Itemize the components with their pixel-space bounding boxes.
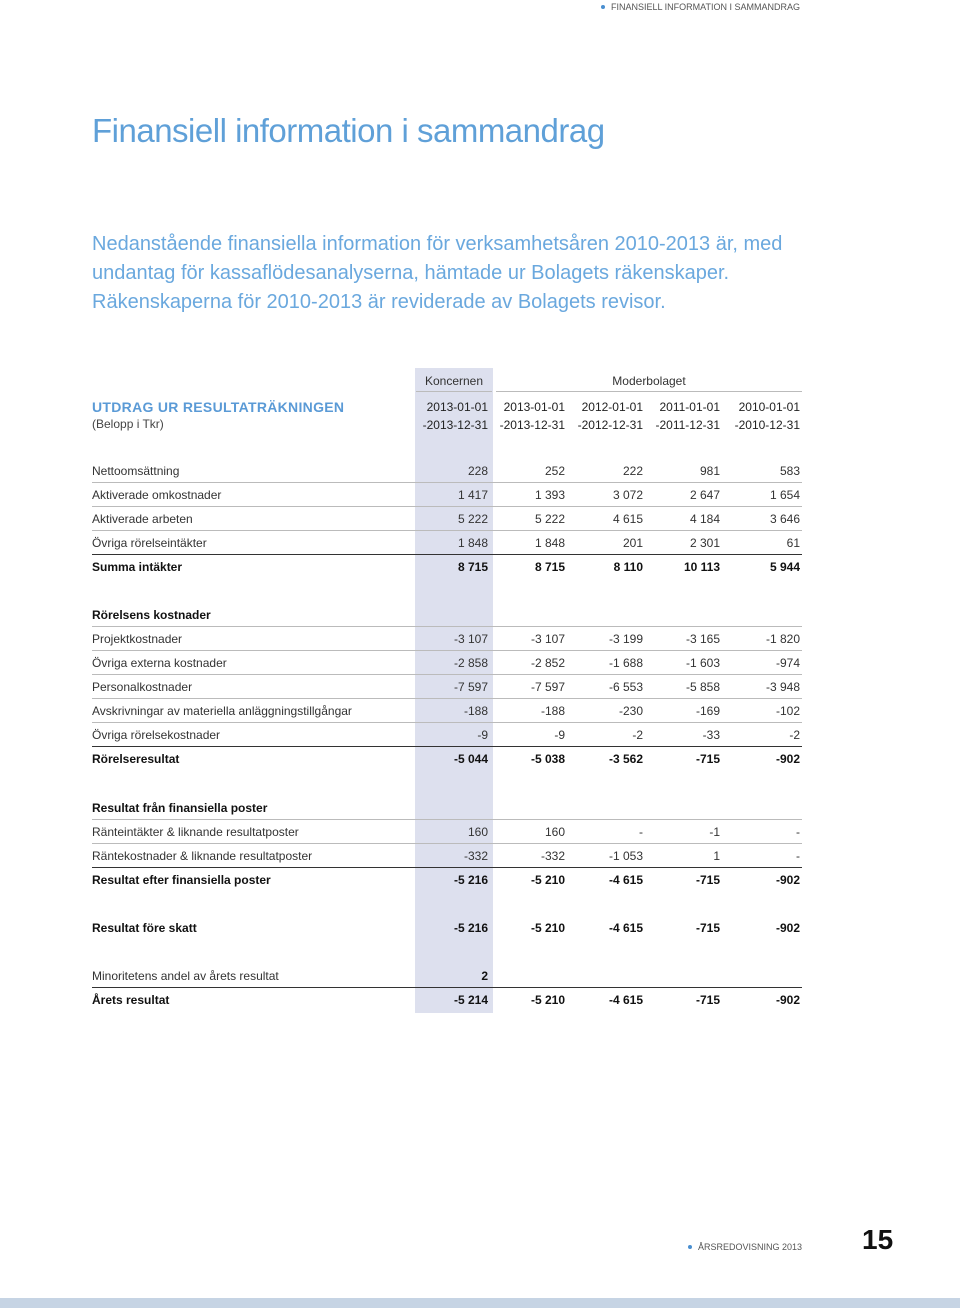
cell: -4 615 xyxy=(608,873,643,887)
cell: -715 xyxy=(695,921,720,935)
table-row-total xyxy=(92,869,802,891)
group-label-moderbolaget: Moderbolaget xyxy=(612,374,686,388)
cell: 3 646 xyxy=(769,512,800,526)
running-header-text: FINANSIELL INFORMATION I SAMMANDRAG xyxy=(610,2,800,12)
cell: -902 xyxy=(775,921,800,935)
row-label: Övriga rörelseintäkter xyxy=(92,536,207,550)
cell: -5 038 xyxy=(530,752,565,766)
table-row xyxy=(92,700,802,723)
cell: -3 948 xyxy=(765,680,800,694)
cell: -2 858 xyxy=(453,656,488,670)
cell: -7 597 xyxy=(453,680,488,694)
cell: 10 113 xyxy=(683,560,720,574)
cell: -2 852 xyxy=(530,656,565,670)
section-heading-row xyxy=(92,604,802,627)
column-header: 2012-01-01 -2012-12-31 xyxy=(577,400,643,432)
cell: -5 210 xyxy=(530,873,565,887)
row-label: Resultat efter finansiella poster xyxy=(92,873,271,887)
table-row xyxy=(92,532,802,555)
cell: -715 xyxy=(695,752,720,766)
row-label: Rörelsens kostnader xyxy=(92,608,211,622)
cell: 3 072 xyxy=(612,488,643,502)
cell: -715 xyxy=(695,873,720,887)
table-row xyxy=(92,652,802,675)
cell: -5 210 xyxy=(530,921,565,935)
cell: -332 xyxy=(463,849,488,863)
group-rule-koncernen xyxy=(416,391,492,392)
intro-paragraph: Nedanstående finansiella information för verksamhetsåren 2010-2013 är, med undantag för kassaflödesanalyserna, hämtade ur Bolagets räkenskaper. Räkenskaperna för 2010-2013 är reviderade av Bolagets revisor. xyxy=(92,233,783,313)
table-row xyxy=(92,821,802,844)
cell: 5 222 xyxy=(534,512,565,526)
cell: 160 xyxy=(544,825,565,839)
cell: -3 562 xyxy=(608,752,643,766)
section-heading-row xyxy=(92,797,802,820)
row-label: Nettoomsättning xyxy=(92,464,180,478)
cell: -5 858 xyxy=(685,680,720,694)
group-label-koncernen: Koncernen xyxy=(424,374,484,388)
cell: -5 210 xyxy=(530,993,565,1007)
table-row xyxy=(92,965,802,988)
row-label: Aktiverade arbeten xyxy=(92,512,193,526)
column-header: 2010-01-01 -2010-12-31 xyxy=(734,400,800,432)
cell: -230 xyxy=(618,704,643,718)
row-label: Personalkostnader xyxy=(92,680,193,694)
cell: - xyxy=(796,849,800,863)
table-row xyxy=(92,460,802,483)
cell: -974 xyxy=(775,656,800,670)
row-label: Minoritetens andel av årets resultat xyxy=(92,969,279,983)
row-label: Aktiverade omkostnader xyxy=(92,488,222,502)
row-label: Resultat före skatt xyxy=(92,921,197,935)
cell: -3 107 xyxy=(453,632,488,646)
cell: 8 715 xyxy=(457,560,488,574)
cell: 1 654 xyxy=(769,488,800,502)
cell: -2 xyxy=(789,728,800,742)
cell: -9 xyxy=(554,728,565,742)
cell: 8 110 xyxy=(613,560,643,574)
table-title: UTDRAG UR RESULTATRÄKNINGEN xyxy=(92,399,345,415)
table-unit-note: (Belopp i Tkr) xyxy=(92,417,164,431)
cell: -6 553 xyxy=(608,680,643,694)
cell: -3 107 xyxy=(530,632,565,646)
running-header xyxy=(601,0,800,14)
cell: - xyxy=(796,825,800,839)
cell: - xyxy=(639,825,643,839)
cell: -1 053 xyxy=(608,849,643,863)
running-footer xyxy=(688,1242,802,1252)
cell: -715 xyxy=(695,993,720,1007)
page-number: 15 xyxy=(862,1224,894,1255)
cell: 2 301 xyxy=(689,536,720,550)
cell: 1 393 xyxy=(534,488,565,502)
cell: -33 xyxy=(702,728,720,742)
table-row-total xyxy=(92,989,802,1011)
cell: -3 165 xyxy=(685,632,720,646)
cell: -188 xyxy=(540,704,565,718)
cell: 201 xyxy=(622,536,643,550)
column-header: 2013-01-01 -2013-12-31 xyxy=(499,400,565,432)
bottom-decor-bar xyxy=(0,1298,960,1308)
row-label: Räntekostnader & liknande resultatposter xyxy=(92,849,313,863)
cell: 4 184 xyxy=(689,512,720,526)
column-header: 2011-01-01 -2011-12-31 xyxy=(655,400,720,432)
row-label: Resultat från finansiella poster xyxy=(92,801,268,815)
cell: -169 xyxy=(695,704,720,718)
cell: 252 xyxy=(544,464,565,478)
cell: -4 615 xyxy=(608,921,643,935)
cell: 228 xyxy=(467,464,488,478)
cell: 8 715 xyxy=(534,560,565,574)
cell: -5 214 xyxy=(453,993,488,1007)
cell: -3 199 xyxy=(608,632,643,646)
cell: -1 xyxy=(709,825,720,839)
cell: 2 xyxy=(481,969,488,983)
table-row-total xyxy=(92,556,802,578)
row-label: Rörelseresultat xyxy=(92,752,180,766)
cell: -1 820 xyxy=(765,632,800,646)
cell: 981 xyxy=(699,464,720,478)
bullet-icon xyxy=(688,1245,692,1249)
cell: 1 848 xyxy=(457,536,488,550)
cell: -2 xyxy=(632,728,643,742)
cell: -902 xyxy=(775,993,800,1007)
cell: -7 597 xyxy=(530,680,565,694)
row-label: Övriga externa kostnader xyxy=(92,656,227,670)
row-label: Årets resultat xyxy=(92,993,170,1007)
row-label: Ränteintäkter & liknande resultatposter xyxy=(92,825,299,839)
cell: -5 216 xyxy=(453,873,488,887)
cell: 61 xyxy=(786,536,800,550)
group-rule-moderbolaget xyxy=(496,391,802,392)
cell: -902 xyxy=(775,752,800,766)
cell: 5 944 xyxy=(769,560,800,574)
table-row xyxy=(92,676,802,699)
cell: 2 647 xyxy=(689,488,720,502)
cell: 1 417 xyxy=(457,488,488,502)
cell: -5 044 xyxy=(453,752,488,766)
row-label: Summa intäkter xyxy=(92,560,183,574)
cell: 583 xyxy=(779,464,800,478)
cell: 222 xyxy=(622,464,643,478)
table-row xyxy=(92,845,802,868)
cell: -188 xyxy=(463,704,488,718)
table-row xyxy=(92,508,802,531)
table-row xyxy=(92,724,802,747)
running-footer-text: ÅRSREDOVISNING 2013 xyxy=(697,1242,802,1252)
page-title: Finansiell information i sammandrag xyxy=(92,112,605,149)
cell: -1 688 xyxy=(608,656,643,670)
cell: -102 xyxy=(775,704,800,718)
cell: -1 603 xyxy=(685,656,720,670)
cell: -332 xyxy=(540,849,565,863)
row-label: Övriga rörelsekostnader xyxy=(92,728,221,742)
row-label: Projektkostnader xyxy=(92,632,183,646)
bullet-icon xyxy=(601,5,605,9)
table-row xyxy=(92,628,802,651)
cell: -4 615 xyxy=(608,993,643,1007)
cell: 1 848 xyxy=(534,536,565,550)
table-row xyxy=(92,484,802,507)
cell: -902 xyxy=(775,873,800,887)
row-label: Avskrivningar av materiella anläggningstillgångar xyxy=(92,704,352,718)
cell: 4 615 xyxy=(612,512,643,526)
cell: -9 xyxy=(477,728,488,742)
cell: 160 xyxy=(467,825,488,839)
cell: -5 216 xyxy=(453,921,488,935)
column-header: 2013-01-01 -2013-12-31 xyxy=(422,400,488,432)
table-row-total xyxy=(92,917,802,939)
table-row-total xyxy=(92,748,802,770)
cell: 5 222 xyxy=(457,512,488,526)
cell: 1 xyxy=(713,849,720,863)
